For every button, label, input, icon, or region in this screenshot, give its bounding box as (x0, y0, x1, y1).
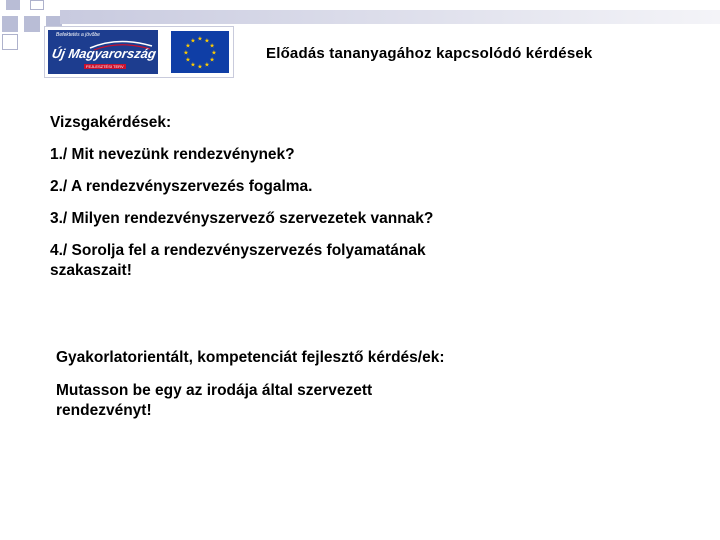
exam-question (50, 145, 690, 165)
eu-star-icon: ★ (204, 38, 210, 45)
eu-star-icon: ★ (190, 62, 196, 69)
practice-question-text: Mutasson be egy az irodája által szervezett rendezvényt! (56, 382, 373, 419)
exam-question-text: 3./ Milyen rendezvényszervező szervezetek vannak? (50, 210, 434, 227)
exam-question-text: 2./ A rendezvényszervezés fogalma. (50, 178, 313, 195)
practice-question (56, 381, 456, 421)
eu-star-icon: ★ (183, 50, 189, 57)
exam-question-text: 1./ Mit nevezünk rendezvénynek? (50, 146, 295, 163)
corner-square (24, 16, 40, 32)
exam-question-text: 4./ Sorolja fel a rendezvényszervezés folyamatának szakaszait! (50, 242, 426, 279)
logo-subtitle: FEJLESZTÉSI TERV (86, 64, 124, 69)
eu-star-icon: ★ (209, 57, 215, 64)
logo-box (44, 26, 234, 78)
eu-star-icon: ★ (190, 38, 196, 45)
eu-star-icon: ★ (185, 57, 191, 64)
eu-star-icon: ★ (209, 43, 215, 50)
eu-star-icon: ★ (197, 64, 203, 71)
exam-question (50, 209, 690, 229)
header-bar (60, 10, 720, 24)
eu-star-icon: ★ (185, 43, 191, 50)
practice-heading: Gyakorlatorientált, kompetenciát fejlesztő kérdés/ek: (56, 349, 445, 366)
eu-star-icon: ★ (197, 36, 203, 43)
uj-magyarorszag-logo (48, 30, 158, 74)
corner-square (2, 34, 18, 50)
eu-flag-icon (171, 31, 229, 73)
logo-tagline: Befektetés a jövőbe (56, 32, 100, 38)
practice-section (56, 348, 696, 368)
corner-square (6, 0, 20, 10)
exam-question (50, 241, 510, 281)
exam-question (50, 177, 690, 197)
corner-square (30, 0, 44, 10)
exam-section (50, 113, 690, 133)
page-title: Előadás tananyagához kapcsolódó kérdések (266, 45, 593, 62)
logo-brand: Új Magyarország (50, 46, 158, 61)
exam-heading: Vizsgakérdések: (50, 114, 172, 131)
eu-star-icon: ★ (204, 62, 210, 69)
corner-square (2, 16, 18, 32)
eu-star-icon: ★ (211, 50, 217, 57)
